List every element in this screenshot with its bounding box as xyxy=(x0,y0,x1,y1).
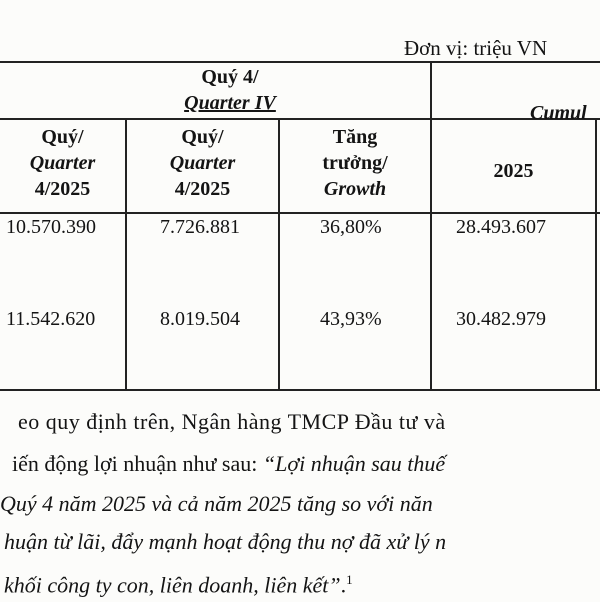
paragraph-line-2 xyxy=(12,446,445,481)
col-divider-3 xyxy=(430,61,432,390)
table-top-border xyxy=(0,61,600,63)
table-cell-r2c3: 43,93% xyxy=(320,308,382,330)
paragraph-line-3: Quý 4 năm 2025 và cả năm 2025 tăng so với năn xyxy=(0,491,433,516)
col-header-1-line2: Quarter xyxy=(29,152,96,174)
table-cell-r1c1: 10.570.390 xyxy=(6,216,96,238)
col-header-1-line3: 4/2025 xyxy=(34,178,91,200)
col-header-3-line3: Growth xyxy=(323,178,387,200)
table-bottom-border xyxy=(0,389,600,391)
table-cell-r2c2: 8.019.504 xyxy=(160,308,240,330)
paragraph-quote-start: “Lợi nhuận sau thuế xyxy=(262,451,446,476)
group-header-line1: Quý 4/ xyxy=(201,66,259,88)
footnote-marker: 1 xyxy=(346,572,353,587)
col-header-3-line2: trưởng/ xyxy=(322,152,388,174)
paragraph-period: . xyxy=(340,572,347,598)
table-cell-r1c3: 36,80% xyxy=(320,216,382,238)
paragraph-line-2-text: iến động lợi nhuận như sau: xyxy=(12,451,263,476)
col-header-4: 2025 xyxy=(493,160,534,182)
table-cell-r1c2: 7.726.881 xyxy=(160,216,240,238)
paragraph-line-4: huận từ lãi, đẩy mạnh hoạt động thu nợ đã xử lý n xyxy=(4,529,447,554)
col-header-3-line1: Tăng xyxy=(332,126,378,148)
col-divider-4 xyxy=(595,118,597,390)
paragraph-line-1: eo quy định trên, Ngân hàng TMCP Đầu tư và xyxy=(18,409,446,434)
cumulative-header: Cumul xyxy=(530,102,587,124)
table-cell-r2c4: 30.482.979 xyxy=(456,308,546,330)
paragraph-quote-end: khối công ty con, liên doanh, liên kết” xyxy=(4,572,341,598)
table-cell-r2c1: 11.542.620 xyxy=(6,308,96,330)
col-header-1-line1: Quý/ xyxy=(41,126,84,148)
col-header-2-line2: Quarter xyxy=(169,152,236,174)
unit-label: Đơn vị: triệu VN xyxy=(404,36,548,60)
group-header-line2: Quarter IV xyxy=(184,92,276,114)
col-header-2-line3: 4/2025 xyxy=(174,178,231,200)
paragraph-line-5 xyxy=(4,562,353,602)
table-cell-r1c4: 28.493.607 xyxy=(456,216,546,238)
col-header-2-line1: Quý/ xyxy=(181,126,224,148)
header-divider-left xyxy=(0,118,430,120)
